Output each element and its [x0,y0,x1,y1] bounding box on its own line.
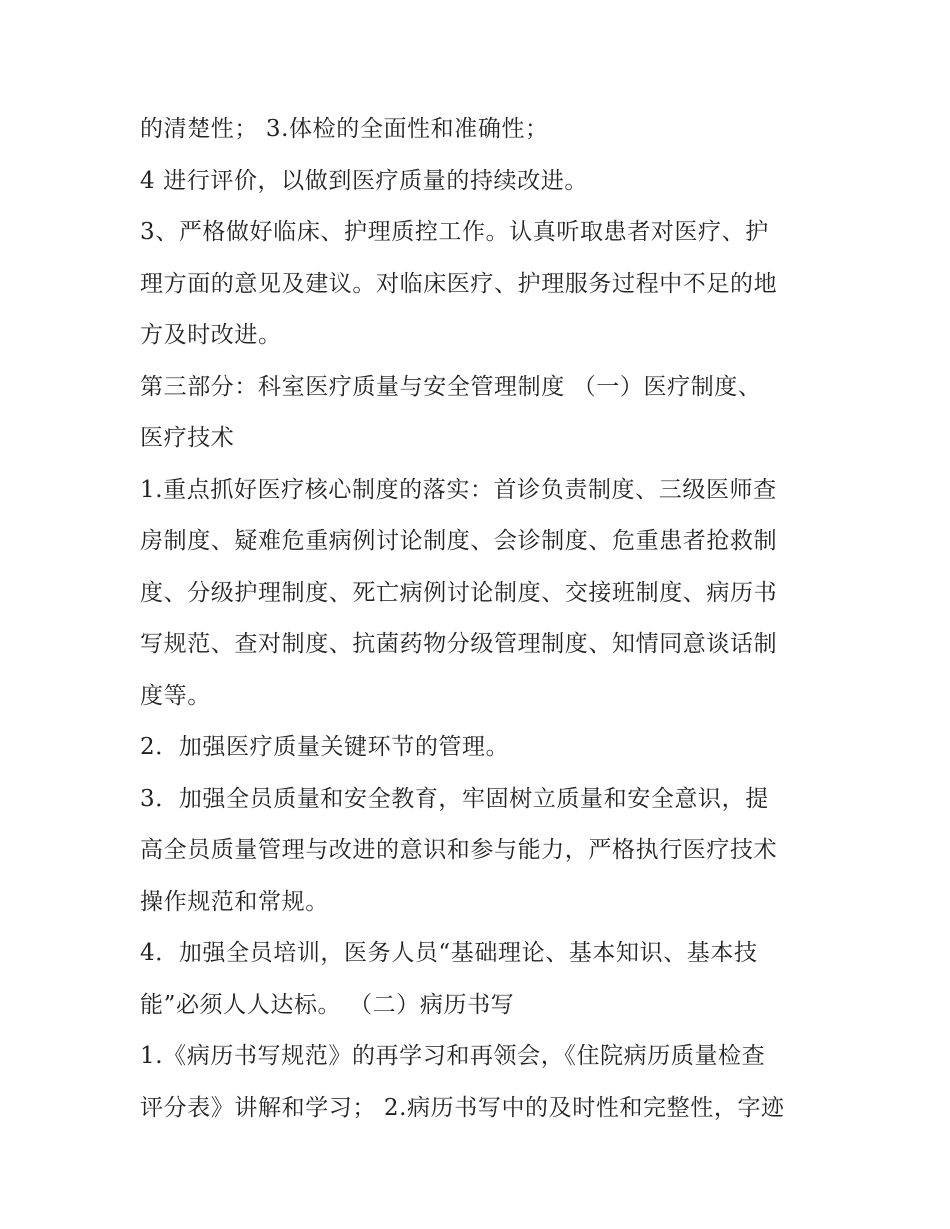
document-body [140,104,820,1134]
text-line: 3、严格做好临床、护理质控工作。认真听取患者对医疗、护 [140,219,769,245]
text-line: 评分表》讲解和学习； 2.病历书写中的及时性和完整性，字迹 [140,1094,785,1121]
text-line: 4 进行评价，以做到医疗质量的持续改进。 [140,167,588,194]
text-line: 1.《病历书写规范》的再学习和再领会，《住院病历质量检查 [140,1043,766,1069]
section-heading-line: 第三部分：科室医疗质量与安全管理制度 （一）医疗制度、 [140,373,762,400]
text-line: 方及时改进。 [140,322,282,348]
text-line: 度、分级护理制度、死亡病例讨论制度、交接班制度、病历书 [140,579,778,606]
text-line: 2．加强医疗质量关键环节的管理。 [140,734,510,760]
text-line: 写规范、查对制度、抗菌药物分级管理制度、知情同意谈话制 [140,631,778,657]
section-heading-line: 医疗技术 [140,425,235,451]
text-line: 房制度、疑难危重病例讨论制度、会诊制度、危重患者抢救制 [140,528,778,554]
text-line: 1.重点抓好医疗核心制度的落实：首诊负责制度、三级医师查 [140,476,777,503]
text-line: 理方面的意见及建议。对临床医疗、护理服务过程中不足的地 [140,270,778,297]
text-line: 度等。 [140,682,211,709]
text-line: 3．加强全员质量和安全教育，牢固树立质量和安全意识，提 [140,785,769,812]
text-line: 4．加强全员培训，医务人员“基础理论、基本知识、基本技 [140,940,758,966]
text-line: 的清楚性； 3.体检的全面性和准确性； [140,116,549,142]
text-line: 高全员质量管理与改进的意识和参与能力，严格执行医疗技术 [140,837,778,863]
text-line: 操作规范和常规。 [140,888,329,915]
text-line: 能”必须人人达标。 （二）病历书写 [140,991,515,1018]
